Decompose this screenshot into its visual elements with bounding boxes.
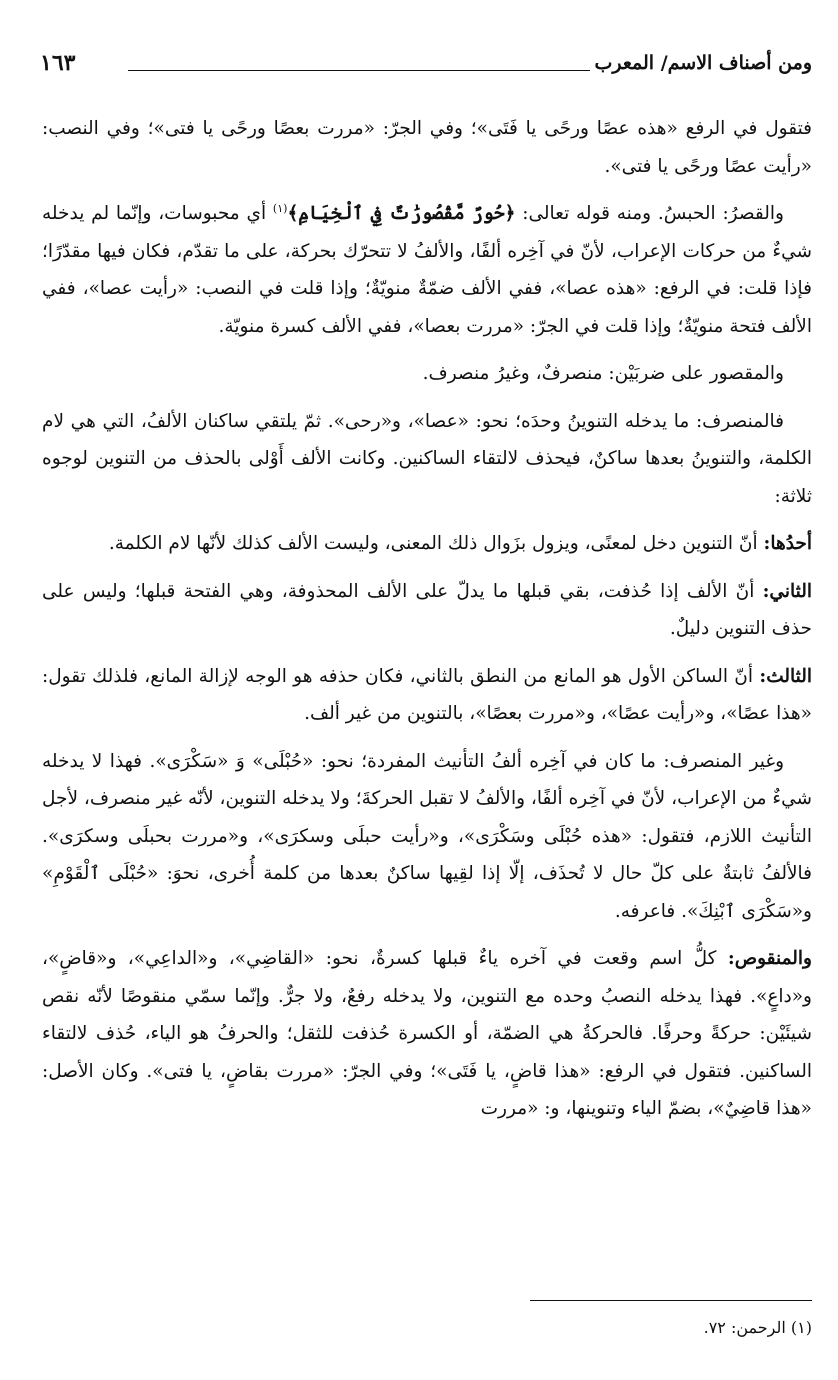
paragraph-lead: الثالث: xyxy=(759,665,812,687)
paragraph-text: أنّ التنوين دخل لمعنًى، ويزول بزَوال ذلك المعنى، وليست الألف كذلك لأنّها لام الكلمة. xyxy=(108,533,764,554)
paragraph-text: أي محبوسات، وإنّما لم يدخله شيءٌ من حركات الإعراب، لأنّ في آخِره ألفًا، والألفُ لا تتحرّك بحركة، على ما تقدّم، فكان فيها مقدّرًا؛ فإذا قلت: في الرفع: «هذه عصا»، ففي الألف ضمّةٌ منويّةٌ؛ وإذا قلت في النصب: «رأيت عصا»، ففي الألف فتحة منويّةٌ؛ وإذا قلت في الجرّ: «مررت بعصا»، ففي الألف كسرة منويّة. xyxy=(42,203,812,337)
paragraph-text: فتقول في الرفع «هذه عصًا ورحًى يا فَتَى»؛ وفي الجرّ: «مررت بعصًا ورحًى يا فتى»؛ وفي النصب: «رأيت عصًا ورحًى يا فتى». xyxy=(42,118,812,177)
paragraph xyxy=(42,940,812,1128)
paragraph xyxy=(42,743,812,931)
footnote-rule xyxy=(530,1300,812,1301)
paragraph-lead: أحدُها: xyxy=(763,533,812,554)
paragraph-text: أنّ الألف إذا حُذفت، بقي قبلها ما يدلّ على الألف المحذوفة، وهي الفتحة قبلها؛ وليس على حذف التنوين دليلٌ. xyxy=(42,580,812,639)
running-title: ومن أصناف الاسم/ المعرب xyxy=(594,52,812,74)
footnote: (١) الرحمن: ٧٢. xyxy=(703,1318,812,1337)
main-text xyxy=(42,110,812,1138)
paragraph-lead: الثاني: xyxy=(762,580,812,602)
paragraph-text: والمقصور على ضربَيْن: منصرفٌ، وغيرُ منصرف. xyxy=(422,363,784,384)
footnote-reference[interactable]: (١) xyxy=(272,201,288,215)
paragraph xyxy=(42,658,812,733)
paragraph xyxy=(42,525,812,563)
header-rule xyxy=(128,70,590,71)
page-number: ١٦٣ xyxy=(40,50,76,76)
page-header xyxy=(40,50,812,86)
paragraph-text: والقصرُ: الحبسُ. ومنه قوله تعالى: xyxy=(515,203,784,224)
paragraph xyxy=(42,110,812,185)
paragraph-text: أنّ الساكن الأول هو المانع من النطق بالثاني، فكان حذفه هو الوجه لإزالة المانع، فلذلك تقول: «هذا عصًا»، و«رأيت عصًا»، و«مررت بعصًا»، بالتنوين من غير ألف. xyxy=(42,665,812,724)
paragraph xyxy=(42,195,812,345)
paragraph xyxy=(42,355,812,393)
paragraph xyxy=(42,573,812,648)
quran-verse: ﴿حُورٌ مَّقْصُورَٰتٌ فِي ٱلْخِيَامِ﴾ xyxy=(287,203,516,224)
paragraph-lead: والمنقوص: xyxy=(727,948,812,969)
paragraph-text: فالمنصرف: ما يدخله التنوينُ وحدَه؛ نحو: «عصا»، و«رحى». ثمّ يلتقي ساكنان الألفُ، التي هي لام الكلمة، والتنوينُ بعدها ساكنٌ، فيحذف لالتقاء الساكنين. وكانت الألف أَوْلى بالحذف من التنوين لوجوه ثلاثة: xyxy=(42,410,813,507)
paragraph-text: كلُّ اسم وقعت في آخره ياءٌ قبلها كسرةٌ، نحو: «القاضِي»، و«الداعِي»، و«قاضٍ»، و«داعٍ». فهذا يدخله النصبُ وحده مع التنوين، ولا يدخله رفعٌ، ولا جرٌّ. وإنّما سمّي منقوصًا لأنّه نقص شيئَيْن: حركةً وحرفًا. فالحركةُ هي الضمّة، أو الكسرة حُذفت للثقل؛ والحرفُ هو الياء، حُذف لالتقاء الساكنين. فتقول في الرفع: «هذا قاضٍ، يا فَتَى»؛ وفي الجرّ: «مررت بقاضٍ، يا فتى». وكان الأصل: «هذا قاضِيٌ»، بضمّ الياء وتنوينها، و: «مررت xyxy=(42,948,812,1119)
paragraph xyxy=(42,403,812,516)
paragraph-text: وغير المنصرف: ما كان في آخِره ألفُ التأنيث المفردة؛ نحو: «حُبْلَى» وَ «سَكْرَى». فهذا لا يدخله شيءٌ من الإعراب، لأنّ في آخِره ألفًا، والألفُ لا تقبل الحركةَ؛ ولا يدخله التنوين، لأنّه غير منصرف، لأجل التأنيث اللازم، فتقول: «هذه حُبْلَى وسَكْرَى»، و«رأيت حبلَى وسكرَى»، و«مررت بحبلَى وسكرَى». فالألفُ ثابتةٌ على كلّ حال لا تُحذَف، إلّا إذا لقِيها ساكنٌ بعدها من كلمة أُخرى، نحوَ: «حُبْلَى ٱلْقَوْمِ» و«سَكْرَى ٱبْنِكَ». فاعرفه. xyxy=(42,750,812,922)
